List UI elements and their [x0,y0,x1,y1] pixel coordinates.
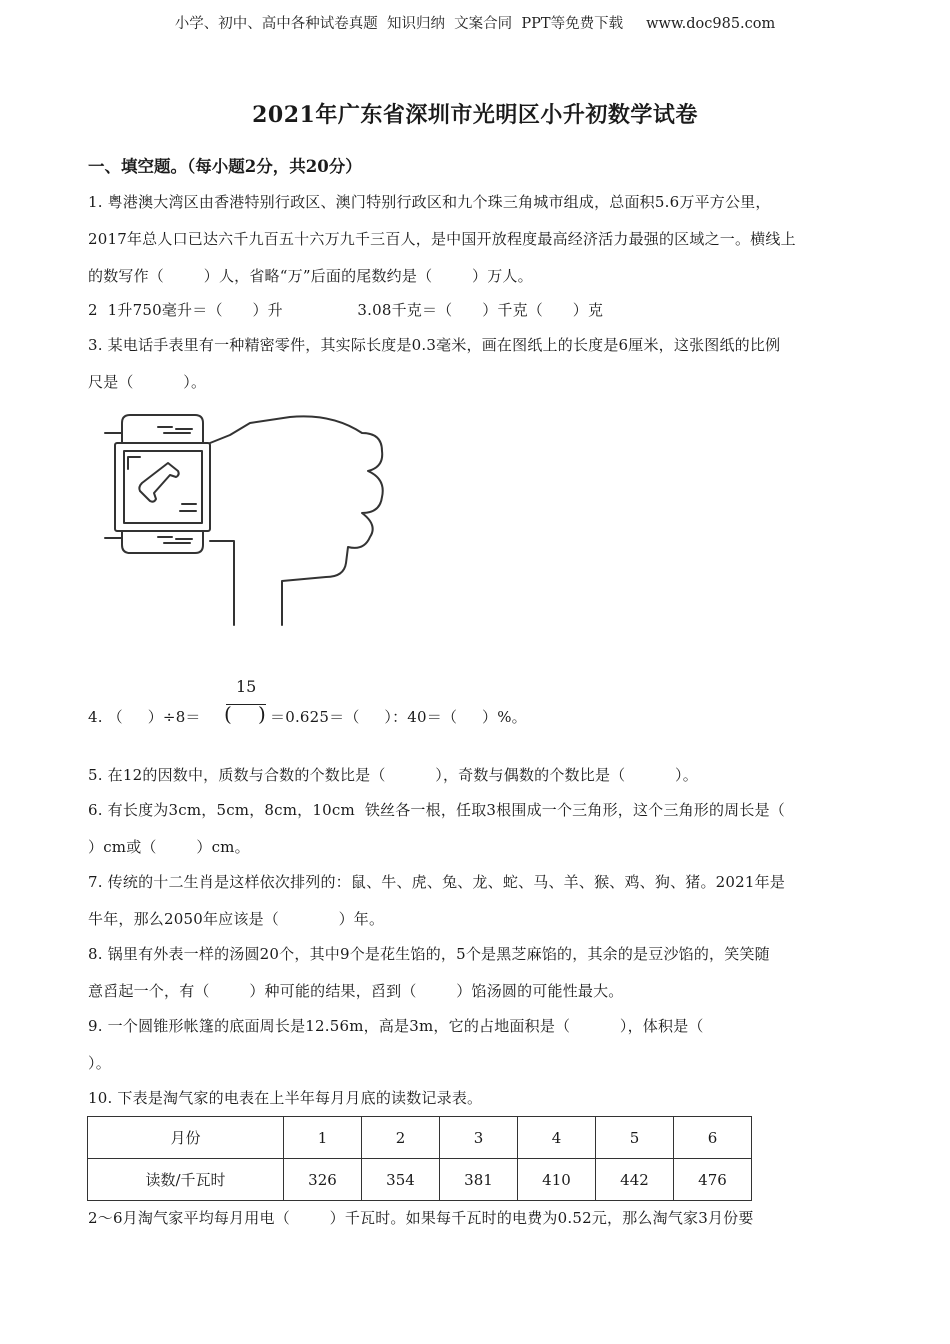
table-cell-month: 4 [518,1117,596,1159]
table-cell-reading: 354 [362,1159,440,1201]
meter-reading-table [87,1116,752,1201]
watch-illustration [100,405,390,645]
table-cell-month: 6 [674,1117,752,1159]
table-header-reading: 读数/千瓦时 [88,1159,284,1201]
q4-fraction-numerator: 15 [236,677,257,696]
q4-suffix: ＝0.625＝（ ）：40＝（ ）%。 [270,708,527,726]
table-cell-reading: 476 [674,1159,752,1201]
q4-blank-right-paren: ) [258,702,266,726]
q7-line2: 牛年，那么2050年应该是（ ）年。 [88,910,385,928]
q6-line1: 6. 有长度为3cm，5cm，8cm，10cm 铁丝各一根，任取3根围成一个三角形，这个三角形的周长是（ [88,801,785,819]
table-header-month: 月份 [88,1117,284,1159]
q8-line2: 意舀起一个，有（ ）种可能的结果，舀到（ ）馅汤圆的可能性最大。 [88,982,624,1000]
q5-line: 5. 在12的因数中，质数与合数的个数比是（ ），奇数与偶数的个数比是（ ）。 [88,766,698,784]
table-cell-reading: 381 [440,1159,518,1201]
table-cell-reading: 326 [284,1159,362,1201]
page-title: 2021年广东省深圳市光明区小升初数学试卷 [252,102,698,128]
table-cell-month: 1 [284,1117,362,1159]
q1-line1: 1. 粤港澳大湾区由香港特别行政区、澳门特别行政区和九个珠三角城市组成，总面积5.6万平方公里， [88,193,771,211]
q8-line1: 8. 锅里有外表一样的汤圆20个，其中9个是花生馅的，5个是黑芝麻馅的，其余的是豆沙馅的，笑笑随 [88,945,770,963]
table-cell-reading: 410 [518,1159,596,1201]
page-header: 小学、初中、高中各种试卷真题 知识归纳 文案合同 PPT等免费下载 www.doc985.com [174,16,776,32]
q2-line: 2 1升750毫升＝（ ）升 3.08千克＝（ ）千克（ ）克 [88,301,604,319]
q7-line1: 7. 传统的十二生肖是这样依次排列的：鼠、牛、虎、兔、龙、蛇、马、羊、猴、鸡、狗、猪。2021年是 [88,873,786,891]
q10-line1: 10. 下表是淘气家的电表在上半年每月月底的读数记录表。 [88,1089,483,1107]
q6-line2: ）cm或（ ）cm。 [88,838,250,856]
q9-line2: ）。 [88,1054,111,1072]
q1-line2: 2017年总人口已达六千九百五十六万九千三百人，是中国开放程度最高经济活力最强的区域之一。横线上 [88,230,796,248]
table-cell-reading: 442 [596,1159,674,1201]
table-cell-month: 5 [596,1117,674,1159]
table-row-readings [88,1159,752,1201]
section-heading: 一、填空题。（每小题2分，共20分） [88,157,362,176]
table-cell-month: 3 [440,1117,518,1159]
table-cell-month: 2 [362,1117,440,1159]
q4-prefix: 4. （ ）÷8＝ [88,708,201,726]
q9-line1: 9. 一个圆锥形帐篷的底面周长是12.56m，高是3m，它的占地面积是（ ），体积是（ [88,1017,704,1035]
q1-line3: 的数写作（ ）人，省略“万”后面的尾数约是（ ）万人。 [88,267,533,285]
q3-line1: 3. 某电话手表里有一种精密零件，其实际长度是0.3毫米，画在图纸上的长度是6厘米，这张图纸的比例 [88,336,781,354]
q10-line2: 2～6月淘气家平均每月用电（ ）千瓦时。如果每千瓦时的电费为0.52元，那么淘气家3月份要 [88,1209,754,1227]
table-row-months [88,1117,752,1159]
q4-blank-left-paren: ( [224,702,232,726]
q3-line2: 尺是（ ）。 [88,373,207,391]
